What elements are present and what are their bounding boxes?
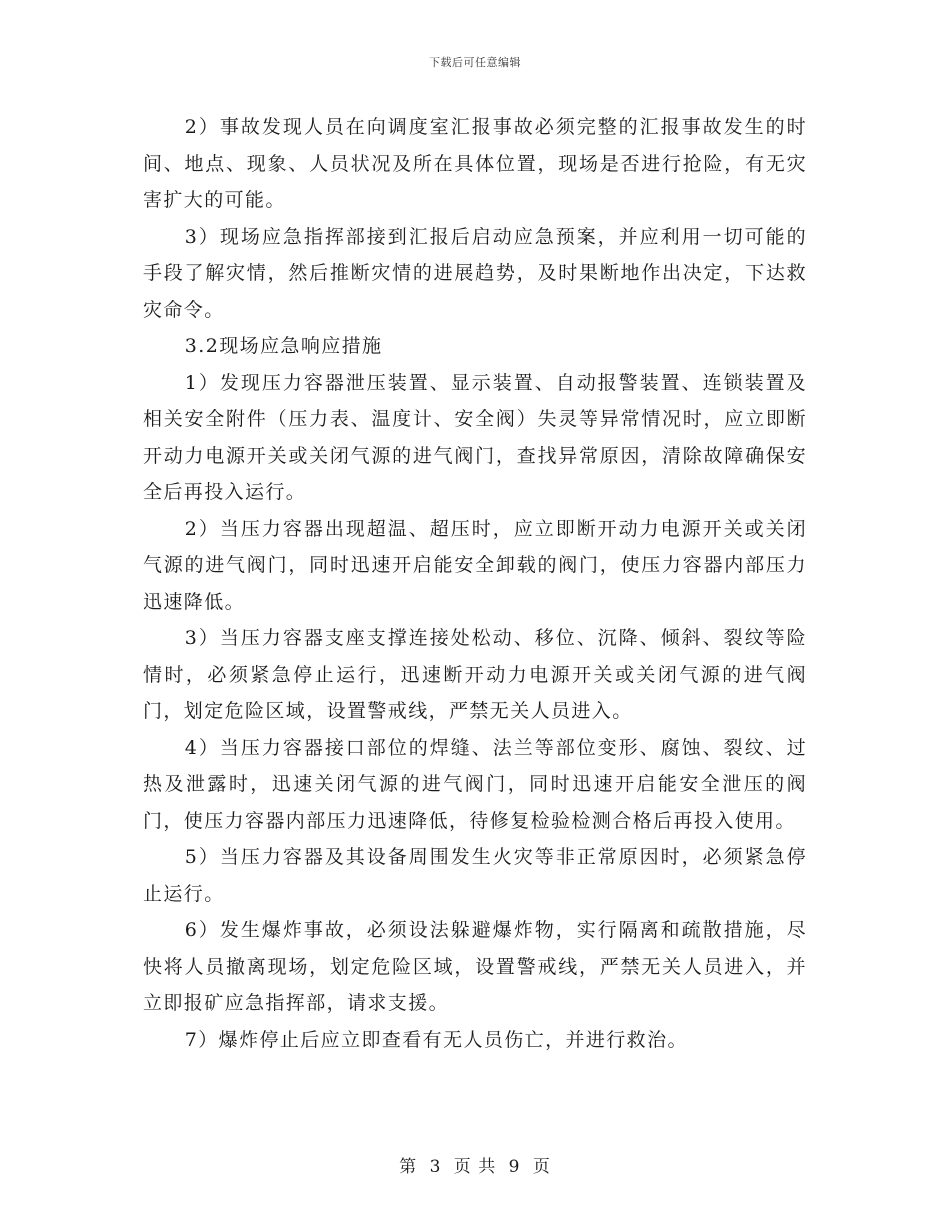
footer-prefix: 第 [399, 1157, 418, 1177]
footer-suffix: 页 [532, 1157, 551, 1177]
paragraph-command-response: 3）现场应急指挥部接到汇报后启动应急预案，并应利用一切可能的手段了解灾情，然后推断灾情的进展趋势，及时果断地作出决定，下达救灾命令。 [143, 225, 807, 321]
paragraph-report-details: 2）事故发现人员在向调度室汇报事故必须完整的汇报事故发生的时间、地点、现象、人员状况及所在具体位置，现场是否进行抢险，有无灾害扩大的可能。 [143, 116, 807, 211]
paragraph-measure-3: 3）当压力容器支座支撑连接处松动、移位、沉降、倾斜、裂纹等险情时，必须紧急停止运行，迅速断开动力电源开关或关闭气源的进气阀门，划定危险区域，设置警戒线，严禁无关人员进入。 [143, 627, 807, 722]
footer-middle: 页 共 [453, 1157, 497, 1177]
paragraph-measure-5: 5）当压力容器及其设备周围发生火灾等非正常原因时，必须紧急停止运行。 [143, 846, 807, 905]
footer-total-pages: 9 [508, 1157, 521, 1177]
page-number-footer [0, 1152, 950, 1177]
paragraph-measure-4: 4）当压力容器接口部位的焊缝、法兰等部位变形、腐蚀、裂纹、过热及泄露时，迅速关闭气源的进气阀门，同时迅速开启能安全泄压的阀门，使压力容器内部压力迅速降低，待修复检验检测合格后再投入使用。 [143, 736, 807, 832]
paragraph-measure-2: 2）当压力容器出现超温、超压时，应立即断开动力电源开关或关闭气源的进气阀门，同时迅速开启能安全卸载的阀门，使压力容器内部压力迅速降低。 [143, 517, 807, 613]
page-header-note: 下载后可任意编辑 [429, 56, 521, 69]
section-heading-3-2: 3.2现场应急响应措施 [184, 335, 383, 357]
footer-current-page: 3 [429, 1157, 442, 1177]
paragraph-measure-6: 6）发生爆炸事故，必须设法躲避爆炸物，实行隔离和疏散措施，尽快将人员撤离现场，划定危险区域，设置警戒线，严禁无关人员进入，并立即报矿应急指挥部，请求支援。 [143, 919, 807, 1014]
document-body [143, 109, 807, 1058]
paragraph-measure-1: 1）发现压力容器泄压装置、显示装置、自动报警装置、连锁装置及相关安全附件（压力表、温度计、安全阀）失灵等异常情况时，应立即断开动力电源开关或关闭气源的进气阀门，查找异常原因，清除故障确保安全后再投入运行。 [143, 371, 807, 503]
paragraph-measure-7: 7）爆炸停止后应立即查看有无人员伤亡，并进行救治。 [184, 1028, 688, 1051]
